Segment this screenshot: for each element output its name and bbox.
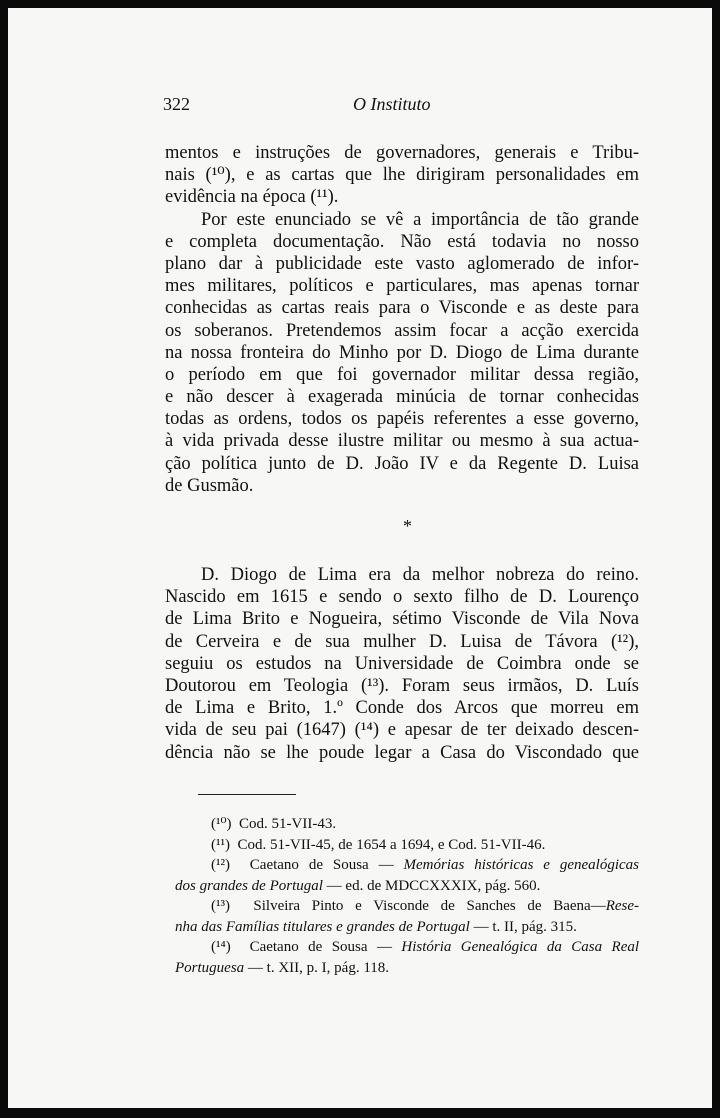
text-line: Doutorou em Teologia (¹³). Foram seus irmãos, D. Luís	[165, 675, 639, 696]
footnote	[175, 814, 639, 835]
footnote-title: Portuguesa	[175, 959, 245, 976]
footnote-rule	[198, 794, 296, 795]
text-line: mentos e instruções de governadores, generais e Tribu-	[165, 143, 639, 163]
text-line: e não descer à exagerada minúcia de tornar conhecidas	[165, 387, 639, 408]
footnote	[175, 937, 639, 958]
footnote-continued	[175, 917, 639, 938]
footnote-text: Cod. 51-VII-45, de 1654 a 1694, e Cod. 51-VII-46.	[237, 836, 546, 853]
text-line: ção política junto de D. João IV e da Regente D. Luisa	[165, 453, 639, 474]
text-line: Por este enunciado se vê a importância de tão grande	[201, 209, 639, 230]
footnote	[175, 896, 639, 917]
footnote-continued	[175, 876, 639, 897]
text-line: na nossa fronteira do Minho por D. Diogo de Lima durante	[165, 342, 639, 363]
footnote-mark: (¹¹)	[211, 836, 230, 853]
text-line: dência não se lhe poude legar a Casa do Viscondado que	[165, 742, 639, 763]
footnote-tail: — ed. de MDCCXXXIX, pág. 560.	[326, 877, 541, 894]
text-line: Nascido em 1615 e sendo o sexto filho de D. Lourenço	[165, 587, 639, 608]
footnote-tail: — t. II, pág. 315.	[473, 918, 577, 935]
footnotes	[175, 814, 639, 978]
main-text	[165, 142, 639, 497]
text-line: D. Diogo de Lima era da melhor nobreza do reino.	[201, 565, 639, 585]
footnote-mark: (¹⁴)	[211, 939, 231, 955]
footnote	[175, 835, 639, 856]
text-line: de Cerveira e de sua mulher D. Luisa de Távora (¹²),	[165, 631, 639, 652]
text-line: de Gusmão.	[165, 475, 254, 496]
footnote-author: Caetano de Sousa —	[249, 857, 394, 873]
text-line: plano dar à publicidade este vasto aglomerado de infor-	[165, 253, 639, 274]
footnote-author: Caetano de Sousa —	[249, 939, 392, 955]
page-number: 322	[163, 94, 190, 114]
text-line: nais (¹⁰), e as cartas que lhe dirigiram personalidades em	[165, 165, 639, 186]
text-line: de Lima Brito e Nogueira, sétimo Visconde de Vila Nova	[165, 609, 639, 630]
running-title: O Instituto	[353, 94, 431, 114]
footnote-continued	[175, 958, 639, 979]
footnote-mark: (¹⁰)	[211, 816, 232, 832]
text-line: conhecidas as cartas reais para o Visconde e as deste para	[165, 298, 639, 319]
main-text-continued	[165, 564, 639, 764]
footnote-title: Rese-	[605, 898, 640, 914]
text-line: à vida privada desse ilustre militar ou mesmo à sua actua-	[165, 431, 639, 452]
text-line: de Lima e Brito, 1.º Conde dos Arcos que morreu em	[165, 698, 639, 719]
text-line: todas as ordens, todos os papéis referentes a esse governo,	[165, 409, 639, 430]
text-line: evidência na época (¹¹).	[165, 187, 339, 208]
book-page	[8, 8, 712, 1108]
footnote-title: nha das Famílias titulares e grandes de Portugal	[175, 918, 470, 935]
footnote-text: Cod. 51-VII-43.	[239, 816, 337, 832]
text-line: vida de seu pai (1647) (¹⁴) e apesar de ter deixado descen-	[165, 720, 639, 741]
text-line: e completa documentação. Não está todavia no nosso	[165, 231, 639, 252]
footnote-author: Silveira Pinto e Visconde de Sanches de Baena—	[253, 898, 606, 914]
footnote	[175, 855, 639, 876]
footnote-title: História Genealógica da Casa Real	[401, 939, 640, 955]
page-header	[163, 94, 638, 120]
text-line: os soberanos. Pretendemos assim focar a acção exercida	[165, 320, 639, 341]
footnote-mark: (¹²)	[211, 857, 230, 873]
footnote-tail: — t. XII, p. I, pág. 118.	[247, 959, 390, 976]
section-separator: *	[403, 516, 412, 536]
text-line: mes militares, políticos e particulares, mas apenas tornar	[165, 276, 639, 297]
text-line: seguiu os estudos na Universidade de Coimbra onde se	[165, 653, 639, 674]
footnote-title: dos grandes de Portugal	[175, 877, 323, 894]
text-line: o período em que foi governador militar dessa região,	[165, 364, 639, 385]
footnote-title: Memórias históricas e genealógicas	[403, 857, 640, 873]
footnote-mark: (¹³)	[211, 898, 230, 914]
